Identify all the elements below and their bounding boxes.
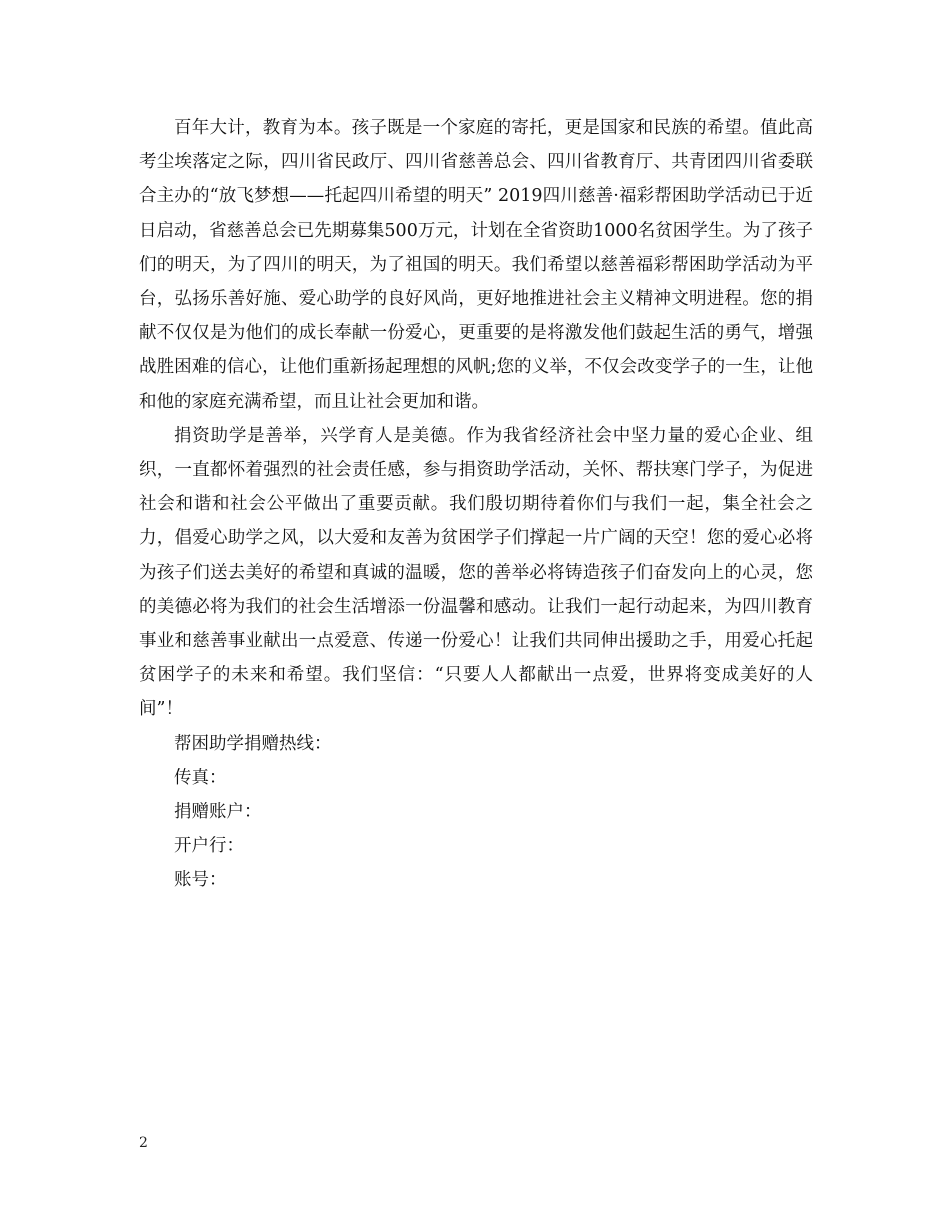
field-donation-account: 捐赠账户： (174, 802, 262, 823)
field-fax: 传真： (174, 767, 227, 788)
field-donation-hotline: 帮困助学捐赠热线： (174, 733, 332, 754)
field-bank: 开户行： (174, 836, 244, 857)
paragraph-appeal-intro: 百年大计，教育为本。孩子既是一个家庭的寄托，更是国家和民族的希望。值此高考尘埃落定之际，四川省民政厅、四川省慈善总会、四川省教育厅、共青团四川省委联合主办的“放飞梦想——托起四川希望的明天” 2019四川慈善·福彩帮困助学活动已于近日启动，省慈善总会已先期募集500万元，计划在全省资助1000名贫困学生。为了孩子们的明天，为了四川的明天，为了祖国的明天。我们希望以慈善福彩帮困助学活动为平台，弘扬乐善好施、爱心助学的良好风尚，更好地推进社会主义精神文明进程。您的捐献不仅仅是为他们的成长奉献一份爱心，更重要的是将激发他们鼓起生活的勇气，增强战胜困难的信心，让他们重新扬起理想的风帆;您的义举，不仅会改变学子的一生，让他和他的家庭充满希望，而且让社会更加和谐。 (139, 118, 813, 412)
paragraph-appeal-call: 捐资助学是善举，兴学育人是美德。作为我省经济社会中坚力量的爱心企业、组织，一直都怀着强烈的社会责任感，参与捐资助学活动，关怀、帮扶寒门学子，为促进社会和谐和社会公平做出了重要贡献。我们殷切期待着你们与我们一起，集全社会之力，倡爱心助学之风，以大爱和友善为贫困学子们撑起一片广阔的天空！您的爱心必将为孩子们送去美好的希望和真诚的温暖，您的善举必将铸造孩子们奋发向上的心灵，您的美德必将为我们的社会生活增添一份温馨和感动。让我们一起行动起来，为四川教育事业和慈善事业献出一点爱意、传递一份爱心！让我们共同伸出援助之手，用爱心托起贫困学子的未来和希望。我们坚信：“只要人人都献出一点爱，世界将变成美好的人间”！ (139, 425, 813, 720)
document-body (139, 111, 813, 898)
field-account-number: 账号： (174, 870, 227, 891)
page-number: 2 (139, 1135, 148, 1151)
